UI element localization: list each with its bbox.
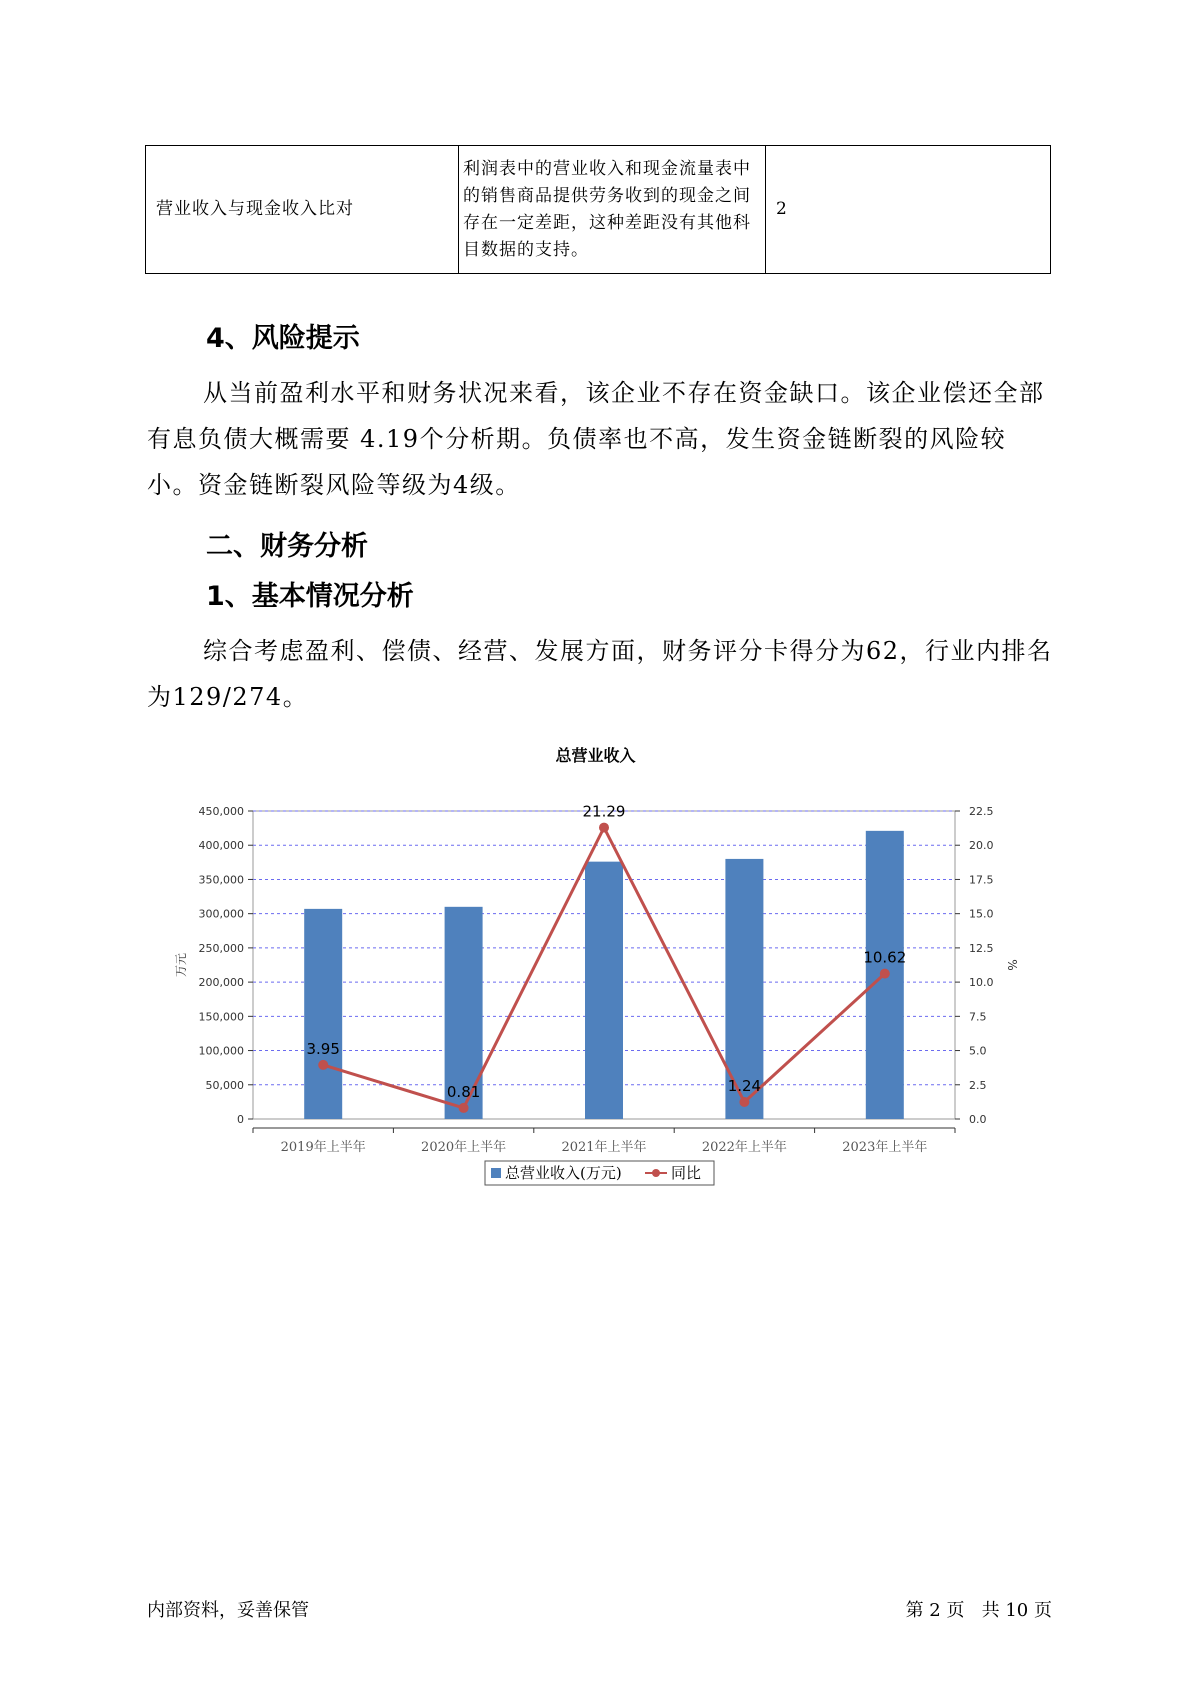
legend-label-revenue: 总营业收入(万元)	[505, 1164, 622, 1182]
table-cell-desc: 利润表中的营业收入和现金流量表中的销售商品提供劳务收到的现金之间存在一定差距，这种差距没有其他科目数据的支持。	[459, 146, 766, 274]
y2-tick-label: 20.0	[969, 839, 994, 853]
yoy-point	[599, 823, 609, 833]
x-tick-label: 2020年上半年	[421, 1140, 507, 1155]
footer-right: 第 2 页 共 10 页	[905, 1600, 1052, 1621]
y2-tick-label: 17.5	[969, 873, 994, 887]
legend-marker-yoy	[652, 1169, 660, 1177]
risk-paragraph: 从当前盈利水平和财务状况来看，该企业不存在资金缺口。该企业偿还全部有息负债大概需要 4.19个分析期。负债率也不高，发生资金链断裂的风险较小。资金链断裂风险等级为4级。	[147, 379, 1045, 499]
yoy-data-label: 10.62	[863, 948, 907, 967]
y2-tick-label: 0.0	[969, 1113, 987, 1126]
y-tick-label: 300,000	[198, 907, 244, 921]
y2-tick-label: 12.5	[969, 941, 994, 955]
footer-left: 内部资料，妥善保管	[147, 1600, 309, 1621]
y2-tick-label: 5.0	[969, 1044, 987, 1058]
basic-paragraph: 综合考虑盈利、偿债、经营、发展方面，财务评分卡得分为62，行业内排名为129/274。	[147, 637, 1053, 711]
revenue-bar	[304, 909, 342, 1119]
y-tick-label: 350,000	[198, 873, 244, 887]
y-tick-label: 250,000	[198, 941, 244, 955]
yoy-point	[739, 1097, 749, 1107]
yoy-data-label: 3.95	[306, 1039, 340, 1058]
y2-tick-label: 22.5	[969, 805, 994, 818]
y2-tick-label: 15.0	[969, 907, 994, 921]
legend-label-yoy: 同比	[671, 1164, 702, 1182]
yoy-point	[880, 969, 890, 979]
table-row	[146, 146, 1051, 274]
yoy-point	[459, 1103, 469, 1113]
section-heading-financial-analysis: 二、财务分析	[206, 531, 368, 562]
x-tick-label: 2023年上半年	[842, 1140, 928, 1155]
y-tick-label: 100,000	[198, 1044, 244, 1058]
y-axis-label: 万元	[174, 952, 188, 978]
revenue-bar	[585, 862, 623, 1119]
yoy-data-label: 1.24	[727, 1077, 762, 1096]
y2-tick-label: 7.5	[969, 1010, 987, 1024]
y2-tick-label: 2.5	[969, 1078, 987, 1092]
y-tick-label: 400,000	[198, 839, 244, 853]
yoy-point	[318, 1060, 328, 1070]
x-tick-label: 2019年上半年	[280, 1140, 366, 1155]
table-cell-score: 2	[766, 146, 1051, 274]
y-tick-label: 150,000	[198, 1010, 244, 1024]
y2-axis-label: %	[1005, 959, 1019, 971]
subsection-heading-basic: 1、基本情况分析	[206, 581, 414, 612]
legend-swatch-revenue	[491, 1168, 501, 1178]
y-tick-label: 450,000	[198, 805, 244, 818]
risk-table	[145, 145, 1051, 274]
y2-tick-label: 10.0	[969, 976, 994, 990]
yoy-data-label: 0.81	[446, 1082, 481, 1101]
chart-title: 总营业收入	[555, 746, 636, 765]
table-cell-item: 营业收入与现金收入比对	[146, 146, 459, 274]
x-tick-label: 2022年上半年	[701, 1140, 787, 1155]
revenue-chart	[0, 770, 1191, 1210]
yoy-data-label: 21.29	[582, 802, 626, 821]
y-tick-label: 200,000	[198, 976, 244, 990]
x-tick-label: 2021年上半年	[561, 1140, 647, 1155]
y-tick-label: 0	[237, 1113, 244, 1126]
y-tick-label: 50,000	[205, 1078, 244, 1092]
section-heading-risk: 4、风险提示	[206, 323, 360, 354]
